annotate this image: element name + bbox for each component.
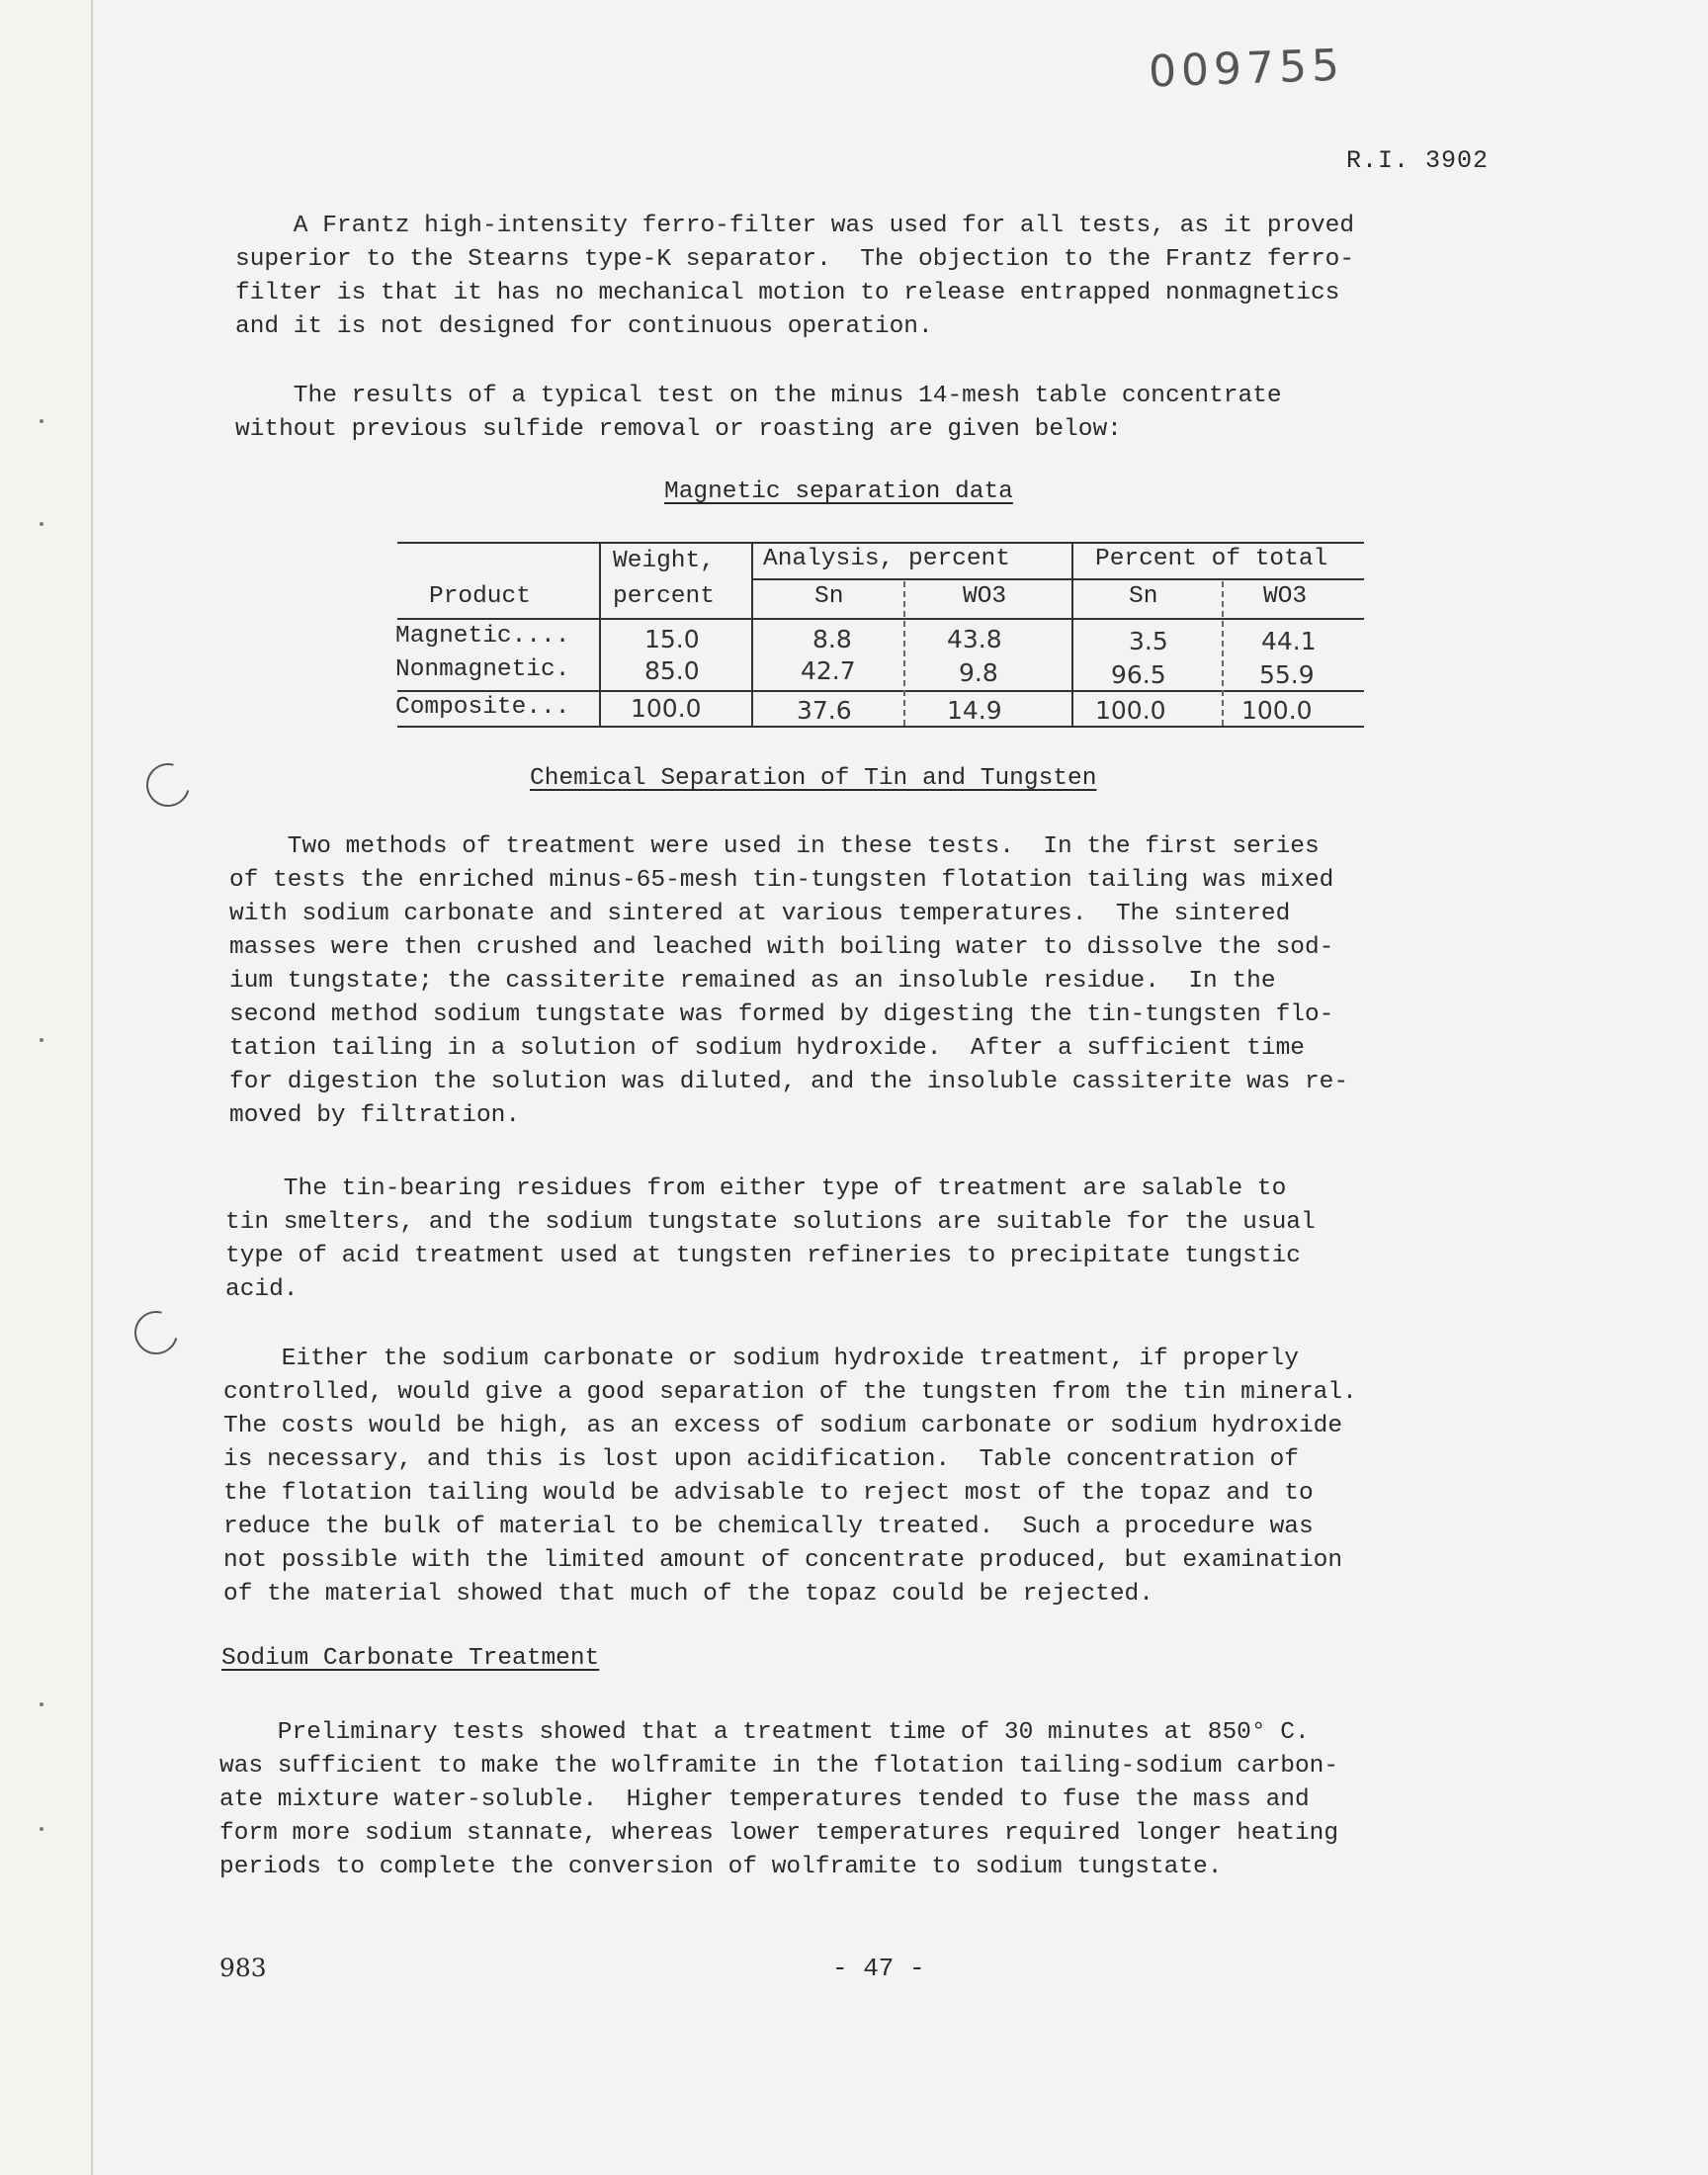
- table-title: Magnetic separation data: [664, 478, 1013, 505]
- subsection-heading: Sodium Carbonate Treatment: [221, 1645, 600, 1672]
- table-cell: 14.9: [947, 696, 1002, 725]
- scan-speck: [40, 1038, 43, 1042]
- page-number: - 47 -: [832, 1954, 925, 1983]
- table-row-label: Composite...: [395, 694, 570, 721]
- paragraph-treatment-costs: Either the sodium carbonate or sodium hydroxide treatment, if properly controlled, would give a good separation of the tungsten from the tin mineral. The costs would be high, as an excess of sodium carbonate or sodium hydroxide is necessary, and this is lost upon acidification. Table concentration of the flotation tailing would be advisable to reject most of the topaz and to reduce the bulk of material to be chemically treated. Such a procedure was not possible with the limited amount of concentrate produced, but examination of the material showed that much of the topaz could be rejected.: [223, 1346, 1357, 1608]
- table-row-label: Nonmagnetic.: [395, 656, 570, 683]
- report-id: R.I. 3902: [1346, 146, 1490, 175]
- table-cell: 85.0: [644, 656, 700, 685]
- paragraph-ferro-filter: A Frantz high-intensity ferro-filter was used for all tests, as it proved superior to the Stearns type-K separator. The objection to the Frantz ferro- filter is that it has no mechanical motion to release entrapped nonmagnetics and it is not designed for continuous operation.: [235, 213, 1355, 340]
- footer-code: 983: [219, 1954, 267, 1982]
- col-header-weight: Weight,: [613, 548, 715, 574]
- table-cell: 44.1: [1261, 627, 1317, 655]
- archive-stamp-number: 009755: [1148, 40, 1345, 98]
- table-cell: 100.0: [1241, 696, 1313, 725]
- section-heading: Chemical Separation of Tin and Tungsten: [530, 765, 1097, 792]
- paragraph-tin-residues: The tin-bearing residues from either type of treatment are salable to tin smelters, and the sodium tungstate solutions are suitable for the usual type of acid treatment used at tungsten refineries to precipitate tungstic acid.: [225, 1175, 1316, 1303]
- col-header-analysis: Analysis, percent: [763, 546, 1010, 572]
- table-cell: 15.0: [644, 625, 700, 653]
- table-cell: 37.6: [797, 696, 852, 725]
- paragraph-two-methods: Two methods of treatment were used in these tests. In the first series of tests the enriched minus-65-mesh tin-tungsten flotation tailing was mixed with sodium carbonate and sintered at various temperatures. The sintered masses were then crushed and leached with boiling water to dissolve the sod- ium tungstate; the cassiterite remained as an insoluble residue. In the second method sodium tungstate was formed by digesting the tin-tungsten flo- tation tailing in a solution of sodium hydroxide. After a sufficient time for digestion the solution was diluted, and the insoluble cassiterite was re- moved by filtration.: [229, 833, 1349, 1129]
- col-header-total-sn: Sn: [1129, 583, 1158, 610]
- scan-speck: [40, 419, 43, 423]
- table-cell: 100.0: [631, 694, 702, 723]
- table-cell: 43.8: [947, 625, 1002, 653]
- magnetic-separation-table: [397, 542, 1364, 730]
- table-cell: 3.5: [1129, 627, 1168, 655]
- table-cell: 42.7: [801, 656, 856, 685]
- table-row-label: Magnetic....: [395, 623, 570, 650]
- col-header-percent-total: Percent of total: [1095, 546, 1328, 572]
- col-header-total-wo3: WO3: [1263, 583, 1308, 610]
- col-header-product: Product: [429, 583, 531, 610]
- table-cell: 100.0: [1095, 696, 1166, 725]
- col-header-analysis-wo3: WO3: [963, 583, 1007, 610]
- table-cell: 96.5: [1111, 660, 1166, 689]
- table-cell: 9.8: [959, 658, 998, 687]
- scan-speck: [40, 1702, 43, 1706]
- scan-speck: [40, 1827, 43, 1831]
- scan-speck: [40, 522, 43, 526]
- col-header-analysis-sn: Sn: [814, 583, 844, 610]
- table-cell: 8.8: [812, 625, 852, 653]
- table-cell: 55.9: [1259, 660, 1315, 689]
- paragraph-preliminary-tests: Preliminary tests showed that a treatment time of 30 minutes at 850° C. was sufficient to make the wolframite in the flotation tailing-sodium carbon- ate mixture water-soluble. Higher temperatures tended to fuse the mass and form more sodium stannate, whereas lower temperatures required longer heating periods to complete the conversion of wolframite to sodium tungstate.: [219, 1719, 1339, 1880]
- paragraph-typical-test: The results of a typical test on the minus 14-mesh table concentrate without previous sulfide removal or roasting are given below:: [235, 383, 1282, 443]
- col-header-weight-unit: percent: [613, 583, 715, 610]
